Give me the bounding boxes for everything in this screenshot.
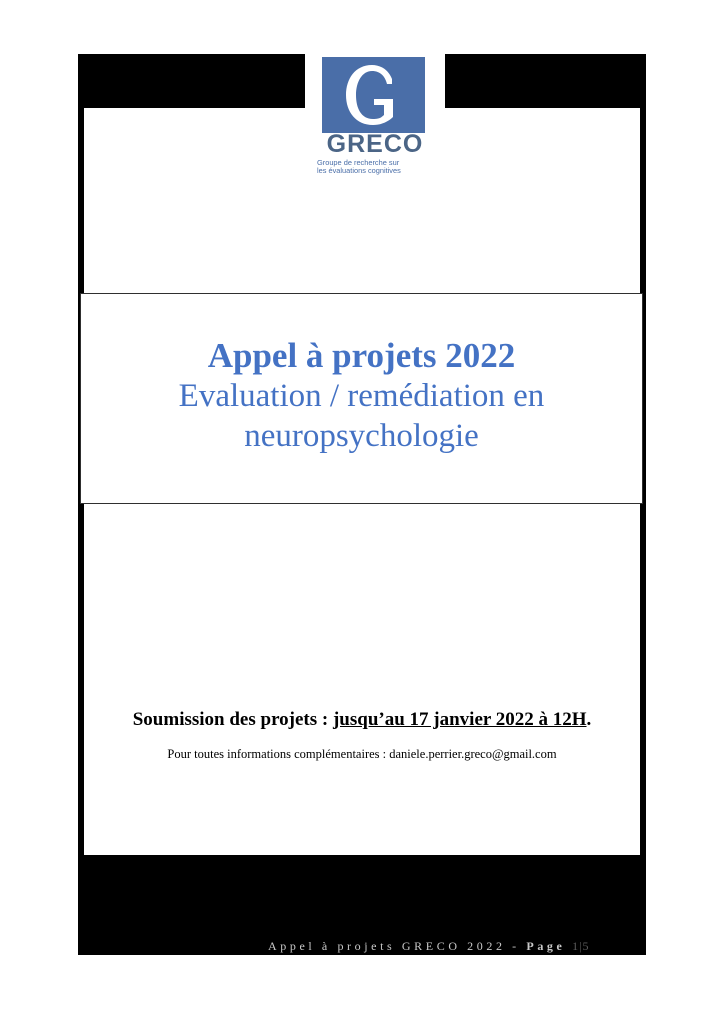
submission-label: Soumission des projets : <box>132 709 329 730</box>
page-title: Appel à projets 2022 <box>207 336 516 375</box>
greco-g-emblem-icon <box>322 57 425 133</box>
submission-deadline <box>84 709 640 731</box>
page-footer <box>268 939 628 954</box>
title-box <box>80 293 643 504</box>
deadline-date: jusqu’au 17 janvier 2022 à 12H <box>332 709 587 730</box>
footer-doc-title: Appel à projets GRECO 2022 - <box>268 939 527 953</box>
subtitle-line2: neuropsychologie <box>244 418 479 454</box>
submission-end: . <box>586 709 592 730</box>
subtitle-line1: Evaluation / remédiation en <box>178 378 545 414</box>
footer-page-number: 1|5 <box>572 939 590 953</box>
logo-tagline-line2: les évaluations cognitives <box>317 166 401 175</box>
greco-logo <box>305 54 445 180</box>
footer-page-word: Page <box>526 939 566 953</box>
logo-tagline-line1: Groupe de recherche sur <box>317 158 400 167</box>
logo-name: GRECO <box>326 130 424 158</box>
contact-info: Pour toutes informations complémentaires : daniele.perrier.greco@gmail.com <box>167 747 557 761</box>
logo-tagline <box>317 159 437 175</box>
